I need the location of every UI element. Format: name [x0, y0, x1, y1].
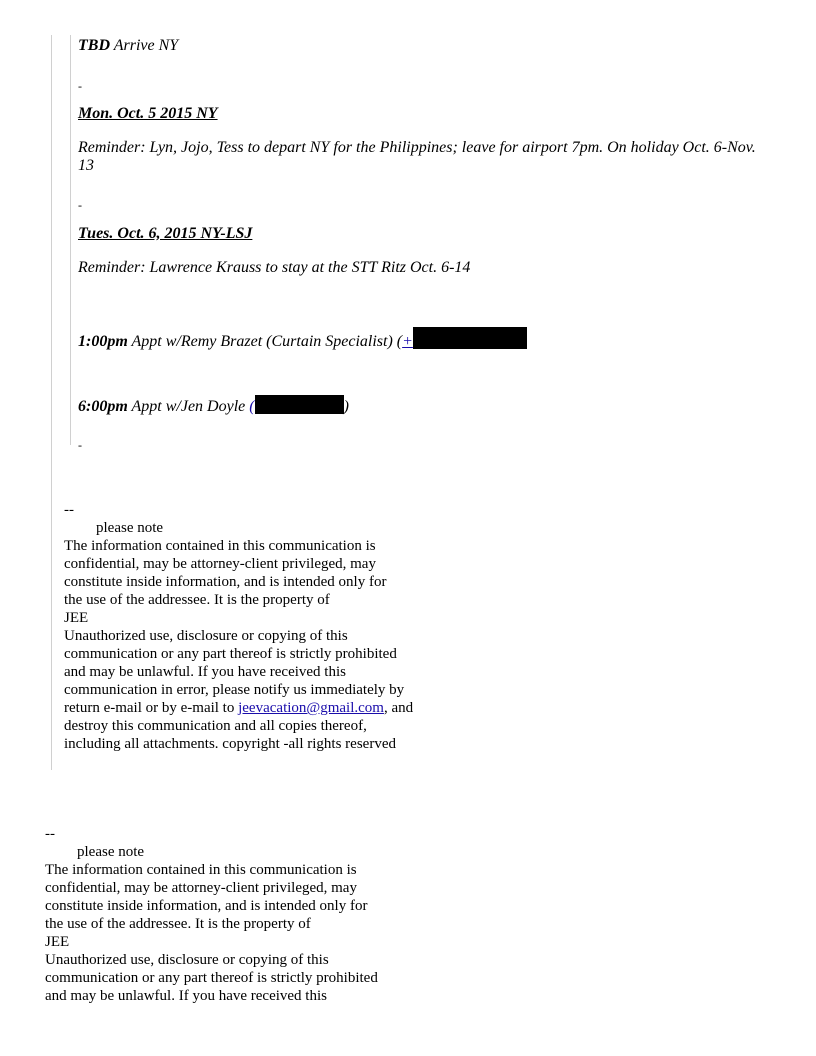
- sig-dashes: --: [45, 826, 55, 842]
- sig-line: communication or any part thereof is strictly prohibited: [45, 970, 378, 986]
- outer-quote-bar: [51, 35, 52, 770]
- sig-line: constitute inside information, and is intended only for: [45, 898, 368, 914]
- sig-line: the use of the addressee. It is the property of: [45, 916, 311, 932]
- sig-line: destroy this communication and all copies thereof,: [64, 718, 367, 734]
- sig-line: JEE: [64, 610, 89, 626]
- sig-please-note: please note: [77, 844, 145, 860]
- signature-block-2: [45, 825, 378, 1005]
- tue-heading: Tues. Oct. 6, 2015 NY-LSJ: [78, 225, 253, 242]
- separator-dash: -: [78, 79, 82, 93]
- separator-dash: -: [78, 198, 82, 212]
- signature-block-1: [64, 501, 413, 753]
- sig-line: including all attachments. copyright -all rights reserved: [64, 736, 396, 752]
- sig-line: constitute inside information, and is intended only for: [64, 574, 387, 590]
- sig-line: confidential, may be attorney-client privileged, may: [45, 880, 357, 896]
- sig-line: Unauthorized use, disclosure or copying of this: [64, 628, 348, 644]
- appt-jen-time: 6:00pm: [78, 398, 128, 415]
- email-link[interactable]: jeevacation@gmail.com: [238, 700, 384, 716]
- sig-line: the use of the addressee. It is the property of: [64, 592, 330, 608]
- redaction-box: [413, 327, 527, 349]
- sig-email-prefix: return e-mail or by e-mail to: [64, 700, 239, 716]
- sig-line: and may be unlawful. If you have received this: [45, 988, 327, 1004]
- mon-reminder-line1: Reminder: Lyn, Jojo, Tess to depart NY for the Philippines; leave for airport 7pm. On holiday Oct. 6-Nov.: [78, 139, 756, 156]
- inner-quote-bar: [70, 35, 71, 445]
- sig-email-line: [64, 699, 413, 717]
- sig-line: The information contained in this communication is: [64, 538, 376, 554]
- sig-dashes: --: [64, 502, 74, 518]
- appt-remy-time: 1:00pm: [78, 333, 128, 350]
- sig-line: confidential, may be attorney-client privileged, may: [64, 556, 376, 572]
- tbd-entry: [78, 37, 178, 55]
- sig-please-note: please note: [96, 520, 164, 536]
- appt-remy-phone-link[interactable]: +: [402, 333, 413, 350]
- tbd-time: TBD: [78, 37, 110, 54]
- tbd-text: Arrive NY: [113, 37, 179, 54]
- sig-line: JEE: [45, 934, 70, 950]
- mon-heading: Mon. Oct. 5 2015 NY: [78, 105, 218, 122]
- appt-remy-text: Appt w/Remy Brazet (Curtain Specialist) (: [131, 333, 403, 350]
- appt-jen-close-paren: ): [343, 398, 349, 415]
- appt-jen-text: Appt w/Jen Doyle: [131, 398, 250, 415]
- sig-line: The information contained in this communication is: [45, 862, 357, 878]
- sig-line: communication in error, please notify us immediately by: [64, 682, 405, 698]
- tue-reminder: Reminder: Lawrence Krauss to stay at the STT Ritz Oct. 6-14: [78, 259, 471, 276]
- sig-line: communication or any part thereof is strictly prohibited: [64, 646, 397, 662]
- appt-jen-open-paren[interactable]: (: [249, 398, 255, 415]
- sig-line: and may be unlawful. If you have received this: [64, 664, 346, 680]
- separator-dash: -: [78, 438, 82, 452]
- appt-jen: [78, 395, 349, 416]
- mon-reminder-line2: 13: [78, 157, 94, 174]
- redaction-box: [255, 395, 344, 414]
- appt-remy: [78, 327, 527, 351]
- sig-line: Unauthorized use, disclosure or copying of this: [45, 952, 329, 968]
- sig-email-suffix: , and: [383, 700, 414, 716]
